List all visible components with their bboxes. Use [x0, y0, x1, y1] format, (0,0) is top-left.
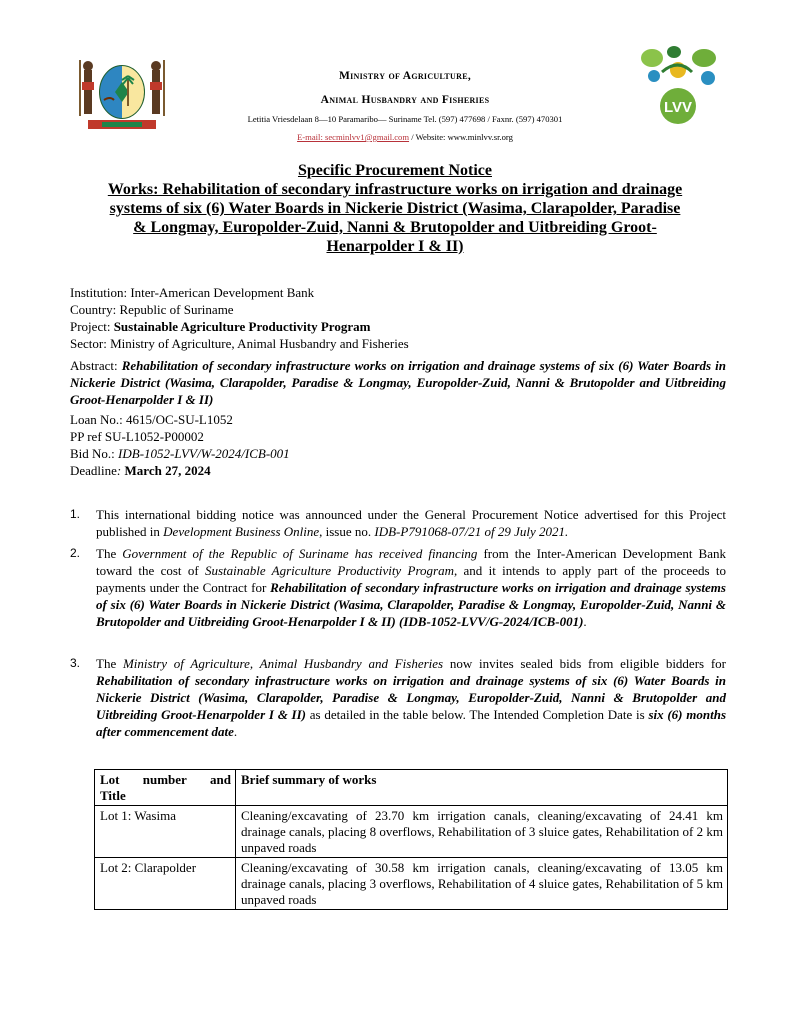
- ministry-name-line2: Animal Husbandry and Fisheries: [320, 94, 490, 106]
- lot-cell: Lot 1: Wasima: [95, 806, 236, 858]
- header-summary: Brief summary of works: [236, 770, 728, 806]
- p2-text-g: .: [583, 614, 587, 629]
- project-value: Sustainable Agriculture Productivity Program: [113, 319, 371, 334]
- p2-text-a: The: [96, 546, 123, 561]
- table-row: [95, 858, 728, 910]
- abstract-block: [70, 357, 726, 408]
- lvv-logo-text: LVV: [663, 99, 693, 116]
- lvv-logo: [634, 42, 722, 130]
- header-and-word: and: [210, 772, 231, 787]
- summary-cell: Cleaning/excavating of 30.58 km irrigation canals, cleaning/excavating of 13.05 km drainage canals, placing 3 overflows, Rehabilitation of 4 sluice gates, Rehabilitation of 5 km unpaved roads: [236, 858, 728, 910]
- header-lot-title: [95, 770, 236, 806]
- project-line: [70, 318, 726, 335]
- p3-text-c: now invites sealed bids from eligible bidders for: [443, 656, 727, 671]
- p2-contract: Rehabilitation of secondary infrastructure works on irrigation and drainage systems of six (6) Water Boards in Nickerie District (Wasima, Clarapolder, Paradise & Longmay, Europolder-Zuid, Nanni & Brutopolder and Uitbreiding Groot-Henarpolder I & II) (IDB-1052-LVV/G-2024/ICB-001): [96, 580, 726, 629]
- pp-reference: PP ref SU-L1052-P00002: [70, 429, 204, 444]
- summary-cell: Cleaning/excavating of 23.70 km irrigation canals, cleaning/excavating of 24.41 km drainage canals, placing 8 overflows, Rehabilitation of 3 sluice gates, Rehabilitation of 2 km unpaved roads: [236, 806, 728, 858]
- p3-works: Rehabilitation of secondary infrastructure works on irrigation and drainage systems of six (6) Water Boards in Nickerie District (Wasima, Clarapolder, Paradise & Longmay, Europolder-Zuid, Nanni & Brutopolder and Uitbreiding Groot-Henarpolder I & II): [96, 673, 726, 722]
- institution-value: Inter-American Development Bank: [130, 285, 315, 300]
- deadline-colon: :: [116, 463, 125, 478]
- deadline-label: Deadline: [70, 463, 117, 478]
- paragraph-2: [70, 545, 726, 630]
- paragraph-number-2: 2.: [70, 546, 81, 560]
- p2-program: Sustainable Agriculture Productivity Program: [204, 563, 454, 578]
- sector-line: [70, 335, 726, 352]
- country-label: Country:: [70, 302, 120, 317]
- institution-label: Institution:: [70, 285, 131, 300]
- paragraph-number-3: 3.: [70, 656, 81, 670]
- coat-of-arms-logo: [74, 56, 170, 136]
- p2-text-e: , and it intends to apply part of the proceeds to payments under the Contract for: [96, 563, 726, 595]
- p1-text-a: This international bidding notice was announced under the General Procurement Notice advertised for this Project published in: [96, 507, 726, 539]
- lots-table: [94, 769, 728, 910]
- country-line: [70, 301, 726, 318]
- ministry-name-line1: Ministry of Agriculture,: [338, 70, 472, 82]
- p3-text-e: as detailed in the table below. The Intended Completion Date is: [306, 707, 649, 722]
- country-value: Republic of Suriname: [119, 302, 234, 317]
- p3-ministry: Ministry of Agriculture, Animal Husbandry and Fisheries: [122, 656, 444, 671]
- header-title-word: Title: [100, 788, 126, 803]
- loan-number: Loan No.: 4615/OC-SU-L1052: [70, 412, 233, 427]
- works-title-line1: Works: Rehabilitation of secondary infrastructure works on irrigation and drainage: [107, 181, 683, 198]
- p3-completion: six (6) months after commencement date: [96, 707, 727, 739]
- paragraph-number-1: 1.: [70, 507, 81, 521]
- email-link[interactable]: E-mail: secminlvv1@gmail.com: [297, 132, 410, 142]
- bid-label: Bid No.:: [70, 446, 119, 461]
- works-title-line2: systems of six (6) Water Boards in Nickerie District (Wasima, Clarapolder, Paradise: [109, 200, 681, 217]
- p3-text-a: The: [96, 656, 123, 671]
- p1-publication: Development Business Online: [163, 524, 320, 539]
- table-row: [95, 806, 728, 858]
- header-lot-word: Lot: [100, 772, 120, 787]
- p1-text-c: , issue no.: [319, 524, 375, 539]
- p2-text-c: from the Inter-American Development Bank toward the cost of: [96, 546, 726, 578]
- abstract-value: Rehabilitation of secondary infrastructure works on irrigation and drainage systems of six (6) Water Boards in Nickerie District (Wasima, Clarapolder, Paradise & Longmay, Europolder-Zuid, Nanni & Brutopolder and Uitbreiding Groot-Henarpolder I & II): [70, 358, 727, 407]
- paragraph-1: [70, 506, 726, 540]
- works-title-line3: & Longmay, Europolder-Zuid, Nanni & Brutopolder and Uitbreiding Groot-: [133, 219, 657, 236]
- bid-value: IDB-1052-LVV/W-2024/ICB-001: [118, 446, 290, 461]
- deadline-line: [70, 462, 726, 479]
- p3-text-g: .: [233, 724, 238, 739]
- table-header-row: [95, 770, 728, 806]
- ministry-address: Letitia Vriesdelaan 8—10 Paramaribo— Suriname Tel. (597) 477698 / Faxnr. (597) 470301: [247, 114, 563, 124]
- lot-cell: Lot 2: Clarapolder: [95, 858, 236, 910]
- website-text: / Website: www.minlvv.sr.org: [409, 132, 513, 142]
- sector-label: Sector:: [70, 336, 111, 351]
- paragraph-3: [70, 655, 726, 740]
- bid-number-line: [70, 445, 726, 462]
- works-title: [62, 180, 728, 256]
- p2-government: Government of the Republic of Suriname has received financing: [122, 546, 478, 561]
- notice-title: Specific Procurement Notice: [297, 162, 492, 179]
- works-title-line4: Henarpolder I & II): [326, 238, 464, 255]
- institution-line: [70, 284, 726, 301]
- abstract-label: Abstract:: [70, 358, 122, 373]
- project-label: Project:: [70, 319, 114, 334]
- header-number-word: number: [142, 772, 187, 787]
- contact-line: [170, 132, 640, 142]
- deadline-value: March 27, 2024: [124, 463, 211, 478]
- p1-issue: IDB-P791068-07/21 of 29 July 2021.: [374, 524, 569, 539]
- sector-value: Ministry of Agriculture, Animal Husbandry and Fisheries: [110, 336, 409, 351]
